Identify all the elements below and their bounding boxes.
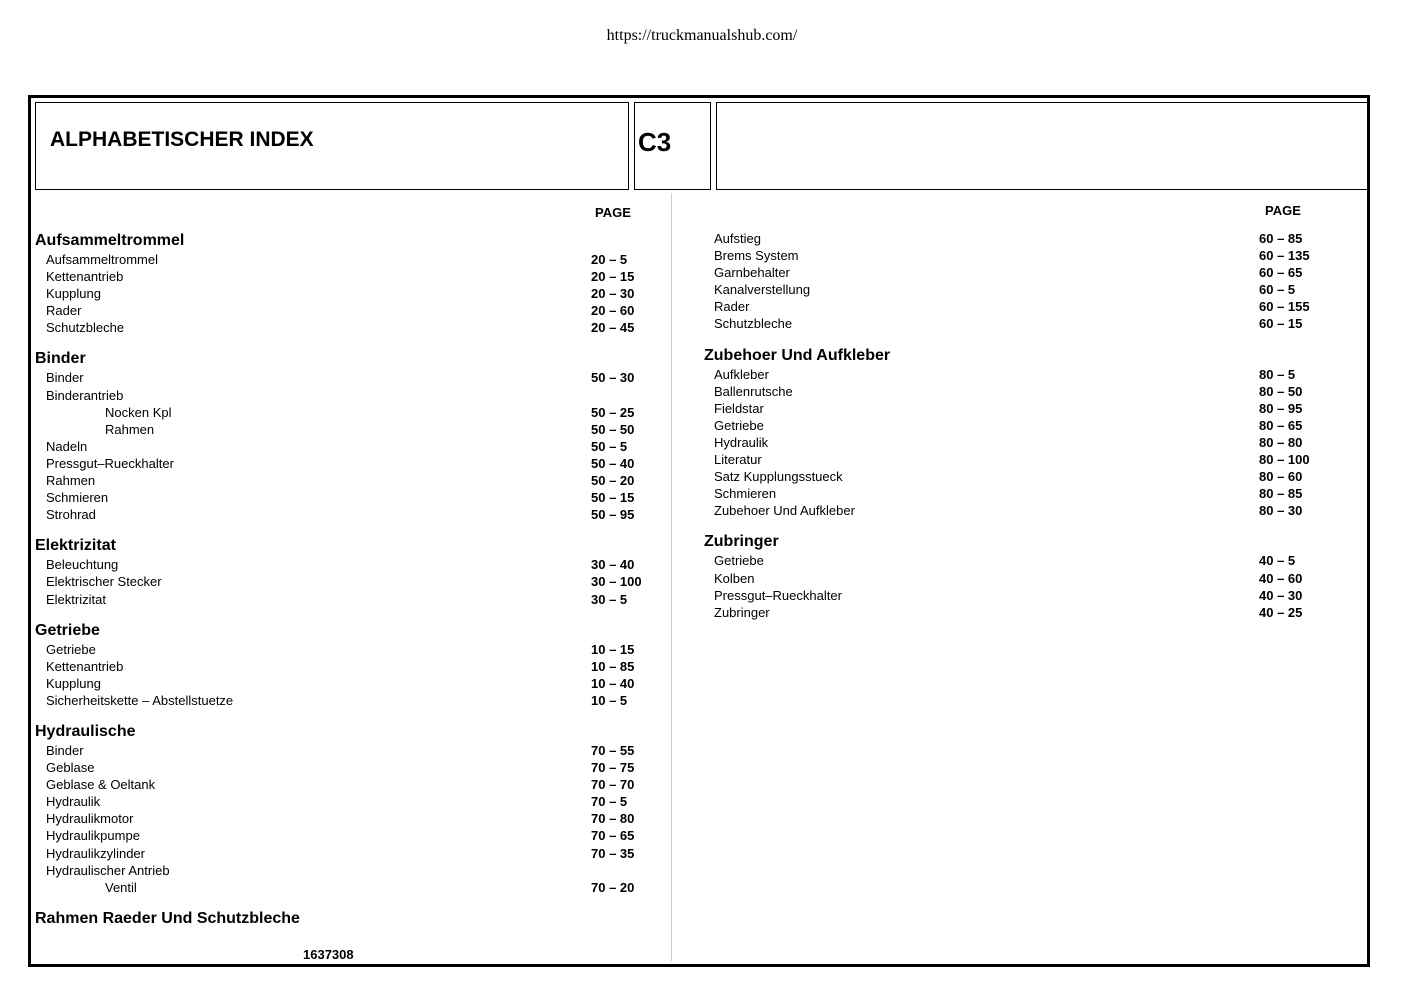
- index-entry-label: Schmieren: [714, 486, 777, 502]
- index-entry-label: Fieldstar: [714, 400, 764, 416]
- index-entry-page: 80 – 95: [1259, 400, 1303, 416]
- index-entry-label: Rahmen: [105, 421, 155, 437]
- index-entry-page: 50 – 15: [591, 490, 635, 506]
- index-entry-label: Beleuchtung: [46, 557, 119, 573]
- index-entry-label: Kettenantrieb: [46, 269, 124, 285]
- index-entry: [704, 298, 1344, 315]
- index-entry-label: Binder: [46, 370, 84, 386]
- index-entry: [35, 438, 665, 455]
- index-entry-label: Aufsammeltrommel: [46, 252, 158, 267]
- index-entry: [35, 658, 665, 675]
- page-column-header-right: PAGE: [1265, 203, 1301, 218]
- index-entry-label: Hydraulikmotor: [46, 811, 134, 827]
- index-entry-page: 60 – 135: [1259, 248, 1310, 264]
- index-entry-page: 80 – 30: [1259, 503, 1303, 519]
- index-entry: [35, 421, 665, 438]
- title-box: [35, 102, 629, 190]
- index-entry-page: 10 – 15: [591, 641, 635, 657]
- index-entry: [704, 230, 1344, 247]
- index-entry-page: 80 – 100: [1259, 452, 1310, 468]
- index-entry: [35, 268, 665, 285]
- index-entry-label: Zubehoer Und Aufkleber: [714, 503, 855, 519]
- index-entry-label: Schutzbleche: [46, 320, 125, 336]
- section-code-box: [634, 102, 711, 190]
- index-entry-page: 40 – 60: [1259, 570, 1303, 586]
- index-entry-page: 20 – 45: [591, 320, 635, 336]
- index-entry-page: 80 – 85: [1259, 486, 1303, 502]
- header-blank-box: [716, 102, 1368, 190]
- source-url: https://truckmanualshub.com/: [606, 27, 798, 44]
- page-column-header-left: PAGE: [595, 205, 631, 220]
- index-entry-label: Pressgut–Rueckhalter: [46, 455, 174, 471]
- index-entry: [35, 387, 665, 404]
- index-entry-label: Geblase: [46, 760, 95, 776]
- index-entry: [35, 302, 665, 319]
- index-entry-label: Hydraulik: [714, 434, 769, 450]
- column-divider: [671, 193, 672, 961]
- index-entry: [704, 281, 1344, 298]
- index-entry-label: Getriebe: [714, 553, 764, 569]
- index-entry: [35, 776, 665, 793]
- index-entry-label: Schmieren: [46, 490, 109, 506]
- index-entry-page: 80 – 50: [1259, 383, 1303, 399]
- index-entry-page: 50 – 95: [591, 507, 635, 523]
- index-group-title: Zubehoer Und Aufkleber: [704, 346, 891, 364]
- index-entry: [35, 827, 665, 844]
- index-group-title: Aufsammeltrommel: [35, 232, 185, 249]
- index-entry: [35, 319, 665, 336]
- index-entry-label: Hydraulischer Antrieb: [46, 862, 170, 878]
- index-entry-page: 10 – 40: [591, 675, 635, 691]
- left-index-groups: [35, 231, 665, 942]
- index-entry-page: 10 – 85: [591, 658, 635, 674]
- index-entry-label: Kupplung: [46, 675, 101, 691]
- index-entry-label: Literatur: [714, 452, 762, 468]
- index-entry-label: Geblase & Oeltank: [46, 777, 156, 793]
- index-entry: [704, 570, 1344, 587]
- index-entry-label: Hydraulikzylinder: [46, 845, 145, 861]
- index-group: [35, 722, 665, 896]
- index-entry-page: 80 – 60: [1259, 469, 1303, 485]
- index-entry: [35, 404, 665, 421]
- index-group-title: Hydraulische: [35, 722, 136, 740]
- index-entry-page: 50 – 50: [591, 421, 635, 437]
- index-entry: [35, 251, 665, 268]
- index-entry: [35, 556, 665, 573]
- index-entry-label: Binderantrieb: [46, 387, 124, 403]
- index-entry: [704, 417, 1344, 434]
- index-entry: [704, 587, 1344, 604]
- index-entry: [704, 264, 1344, 281]
- index-entry: [35, 692, 665, 709]
- index-entry-page: 70 – 80: [591, 811, 635, 827]
- index-entry: [35, 862, 665, 879]
- index-entry-label: Rahmen: [46, 473, 96, 489]
- index-entry-label: Kupplung: [46, 286, 101, 302]
- index-entry: [704, 315, 1344, 332]
- index-entry-page: 60 – 85: [1259, 231, 1303, 246]
- index-entry-page: 70 – 75: [591, 760, 635, 776]
- index-entry-label: Kolben: [714, 570, 755, 586]
- section-code: C3: [638, 127, 672, 157]
- index-entry-page: 30 – 100: [591, 574, 642, 590]
- index-entry-label: Kettenantrieb: [46, 658, 124, 674]
- index-entry: [35, 573, 665, 590]
- index-group-title: Elektrizitat: [35, 537, 116, 555]
- index-entry-page: 20 – 5: [591, 252, 628, 267]
- index-entry-label: Elektrischer Stecker: [46, 574, 162, 590]
- index-group: [35, 231, 665, 336]
- index-entry-page: 20 – 30: [591, 286, 635, 302]
- index-entry: [35, 506, 665, 523]
- index-group: [704, 230, 1344, 333]
- index-entry-label: Rader: [46, 303, 82, 319]
- index-group: [704, 346, 1344, 520]
- index-entry-label: Hydraulik: [46, 794, 101, 810]
- index-entry-page: 30 – 5: [591, 591, 628, 607]
- index-entry-page: 70 – 65: [591, 828, 635, 844]
- index-entry: [704, 502, 1344, 519]
- index-group: [35, 621, 665, 709]
- index-entry-label: Ventil: [105, 879, 137, 895]
- index-entry-label: Getriebe: [714, 417, 764, 433]
- index-entry-label: Strohrad: [46, 507, 96, 523]
- index-entry-label: Binder: [46, 742, 84, 758]
- index-entry-label: Satz Kupplungsstueck: [714, 469, 843, 485]
- index-entry: [704, 604, 1344, 621]
- index-entry-page: 70 – 70: [591, 777, 635, 793]
- index-entry: [35, 285, 665, 302]
- index-entry-label: Sicherheitskette – Abstellstuetze: [46, 692, 234, 708]
- index-entry-page: 30 – 40: [591, 557, 635, 573]
- index-entry-label: Garnbehalter: [714, 265, 790, 281]
- index-entry-label: Elektrizitat: [46, 591, 106, 607]
- index-entry-label: Nadeln: [46, 438, 88, 454]
- index-entry-page: 70 – 5: [591, 794, 628, 810]
- index-entry: [704, 434, 1344, 451]
- index-entry-page: 70 – 55: [591, 742, 635, 758]
- index-entry-page: 40 – 25: [1259, 604, 1303, 620]
- index-entry-page: 70 – 35: [591, 845, 635, 861]
- index-page-frame: [28, 95, 1370, 967]
- index-entry-page: 50 – 30: [591, 370, 635, 386]
- index-entry: [35, 369, 665, 386]
- index-entry: [35, 845, 665, 862]
- index-entry: [35, 675, 665, 692]
- index-group-title: Getriebe: [35, 621, 100, 639]
- index-entry: [35, 472, 665, 489]
- index-entry-page: 50 – 5: [591, 438, 628, 454]
- index-entry-label: Kanalverstellung: [714, 282, 811, 298]
- index-entry-label: Ballenrutsche: [714, 383, 793, 399]
- index-group: [35, 349, 665, 523]
- index-entry-page: 20 – 60: [591, 303, 635, 319]
- index-entry-label: Rader: [714, 299, 750, 315]
- index-entry-label: Zubringer: [714, 604, 770, 620]
- index-entry-label: Schutzbleche: [714, 316, 793, 332]
- index-entry: [35, 759, 665, 776]
- index-entry-label: Aufstieg: [714, 231, 761, 246]
- document-number: 1637308: [303, 947, 354, 962]
- index-entry-page: 60 – 65: [1259, 265, 1303, 281]
- index-entry-page: 20 – 15: [591, 269, 635, 285]
- index-group-title: Binder: [35, 350, 86, 368]
- index-entry: [704, 485, 1344, 502]
- index-entry-page: 60 – 155: [1259, 299, 1310, 315]
- index-entry: [35, 793, 665, 810]
- index-entry: [704, 247, 1344, 264]
- index-entry-label: Brems System: [714, 248, 799, 264]
- index-entry-label: Pressgut–Rueckhalter: [714, 587, 842, 603]
- index-entry-label: Aufkleber: [714, 366, 769, 382]
- index-entry: [35, 641, 665, 658]
- index-group-title: Zubringer: [704, 533, 779, 551]
- index-entry: [704, 468, 1344, 485]
- index-entry: [704, 451, 1344, 468]
- index-group: [35, 909, 665, 929]
- index-entry: [35, 455, 665, 472]
- index-entry-page: 40 – 30: [1259, 587, 1303, 603]
- index-entry-page: 10 – 5: [591, 692, 628, 708]
- index-entry-page: 80 – 5: [1259, 366, 1296, 382]
- index-entry: [704, 383, 1344, 400]
- index-entry-page: 40 – 5: [1259, 553, 1296, 569]
- page-title: ALPHABETISCHER INDEX: [50, 128, 314, 151]
- index-entry-label: Getriebe: [46, 641, 96, 657]
- index-entry-label: Nocken Kpl: [105, 404, 172, 420]
- index-entry-page: 50 – 20: [591, 473, 635, 489]
- index-entry: [35, 742, 665, 759]
- index-group: [35, 536, 665, 607]
- index-entry-page: 50 – 25: [591, 404, 635, 420]
- index-entry: [704, 552, 1344, 569]
- index-group: [704, 532, 1344, 620]
- index-entry-page: 50 – 40: [591, 455, 635, 471]
- index-group-title: Rahmen Raeder Und Schutzbleche: [35, 909, 300, 927]
- index-entry: [35, 879, 665, 896]
- index-entry-page: 80 – 80: [1259, 434, 1303, 450]
- index-entry: [35, 591, 665, 608]
- index-entry-label: Hydraulikpumpe: [46, 828, 140, 844]
- index-entry: [704, 400, 1344, 417]
- index-entry-page: 60 – 15: [1259, 316, 1303, 332]
- index-entry: [35, 489, 665, 506]
- index-entry-page: 80 – 65: [1259, 417, 1303, 433]
- index-entry-page: 60 – 5: [1259, 282, 1296, 298]
- right-index-groups: [704, 230, 1344, 634]
- index-entry: [35, 810, 665, 827]
- index-entry: [704, 366, 1344, 383]
- index-entry-page: 70 – 20: [591, 879, 635, 895]
